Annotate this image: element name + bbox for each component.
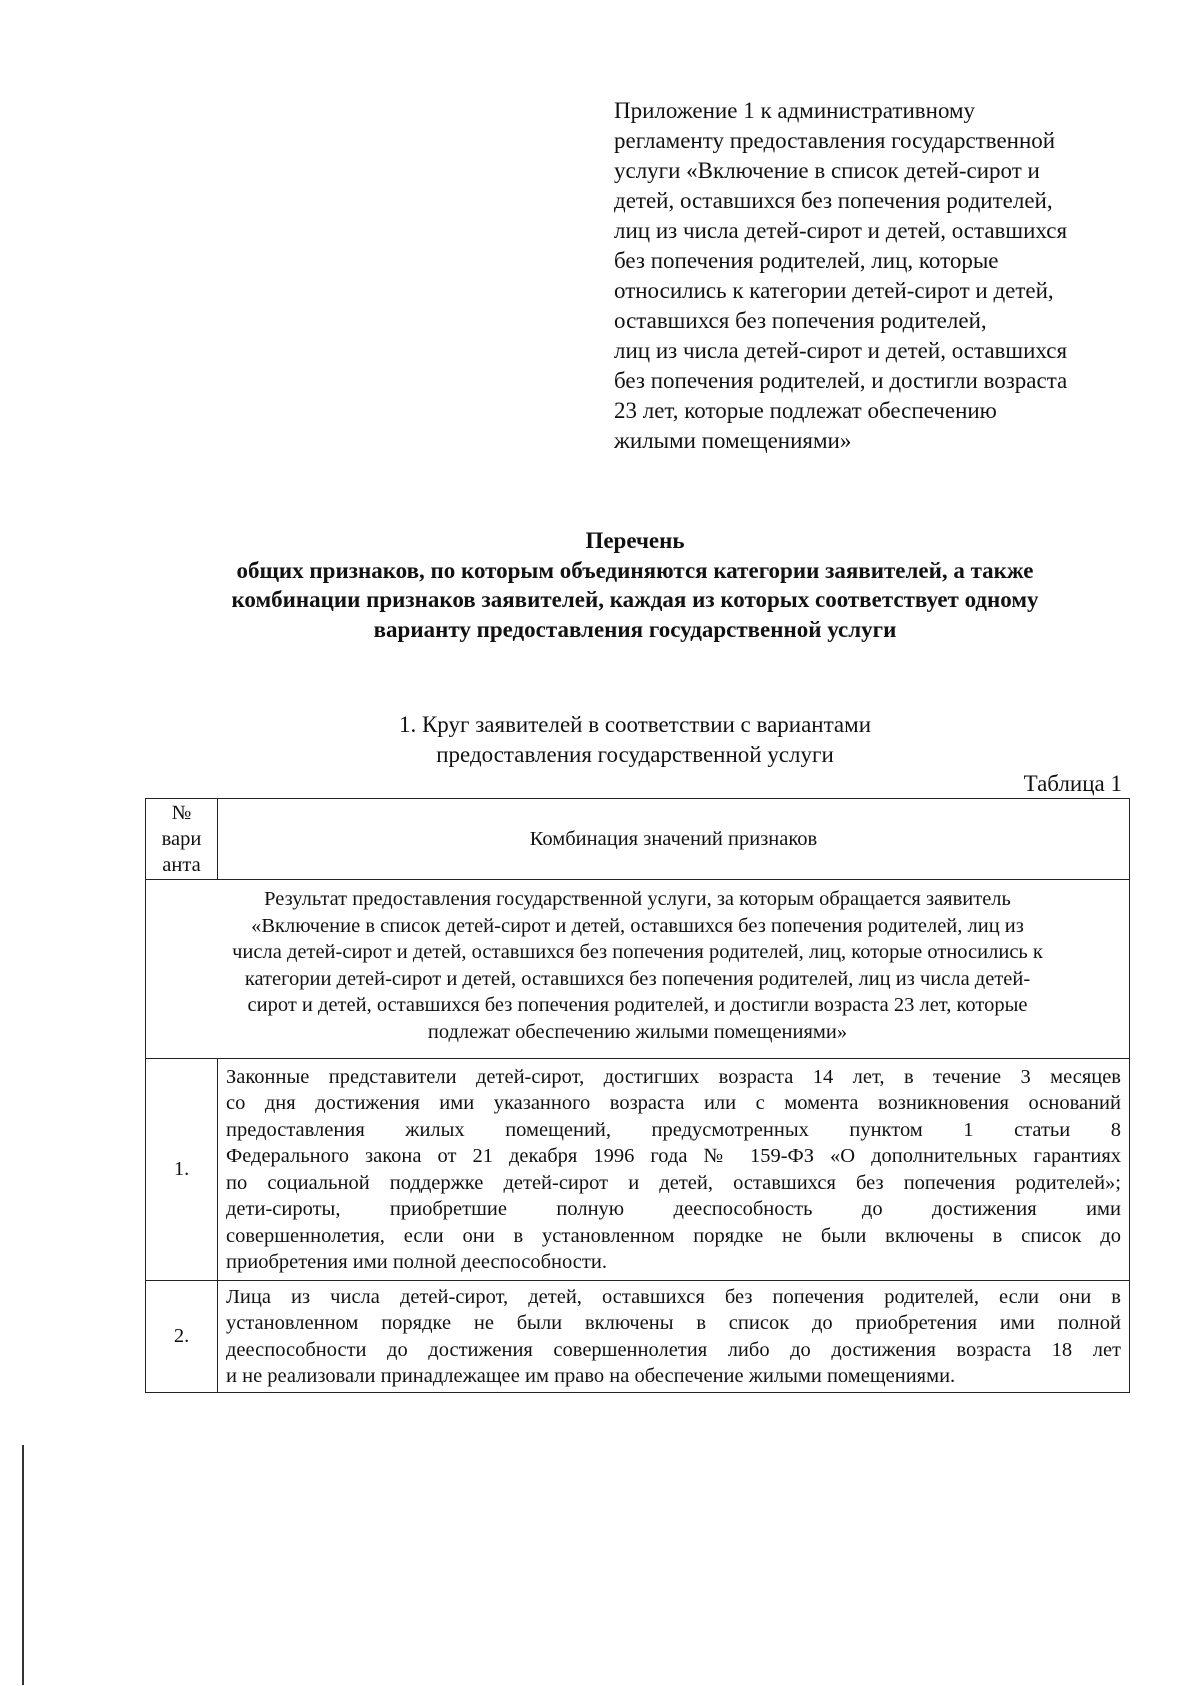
appendix-line: без попечения родителей, лиц, которые xyxy=(614,248,999,273)
description-line: и не реализовали принадлежащее им право на обеспечение жилыми помещениями. xyxy=(226,1365,956,1387)
header-no-line: № xyxy=(171,802,192,824)
description-line: Федерального закона от 21 декабря 1996 года № 159-ФЗ «О дополнительных гарантиях xyxy=(226,1145,1121,1167)
description-line: дееспособности до достижения совершеннолетия либо до достижения возраста 18 лет xyxy=(226,1338,1121,1361)
document-title xyxy=(60,526,1200,644)
description-line: Лица из числа детей-сирот, детей, оставшихся без попечения родителей, если они в xyxy=(226,1285,1121,1308)
title-line: комбинации признаков заявителей, каждая из которых соответствует одному xyxy=(231,587,1039,612)
result-line: числа детей-сирот и детей, оставшихся без попечения родителей, лиц, которые относились к xyxy=(232,941,1043,963)
result-line: подлежат обеспечению жилыми помещениями» xyxy=(427,1020,848,1043)
description-line: Законные представители детей-сирот, достигших возраста 14 лет, в течение 3 месяцев xyxy=(226,1065,1121,1088)
appendix-line: услуги «Включение в список детей-сирот и xyxy=(614,158,1040,183)
scan-margin-line xyxy=(22,1445,24,1685)
appendix-line: лиц из числа детей-сирот и детей, оставшихся xyxy=(614,338,1068,363)
description-line: приобретения ими полной дееспособности. xyxy=(226,1251,607,1273)
appendix-line: без попечения родителей, и достигли возраста xyxy=(614,368,1068,393)
result-line: Результат предоставления государственной услуги, за которым обращается заявитель xyxy=(264,888,1011,910)
appendix-line: жилыми помещениями» xyxy=(614,428,852,453)
result-line: «Включение в список детей-сирот и детей, оставшихся без попечения родителей, лиц из xyxy=(251,914,1024,937)
header-combination: Комбинация значений признаков xyxy=(218,799,1130,880)
variant-number: 2. xyxy=(146,1281,218,1393)
appendix-line: лиц из числа детей-сирот и детей, оставшихся xyxy=(614,218,1068,243)
appendix-line: Приложение 1 к административному xyxy=(614,98,976,123)
title-line: Перечень xyxy=(585,528,685,553)
table-header-row xyxy=(146,799,1130,880)
description-line: со дня достижения ими указанного возраста или с момента возникновения оснований xyxy=(226,1092,1121,1114)
variant-number: 1. xyxy=(146,1059,218,1281)
variants-table xyxy=(145,798,1130,1393)
appendix-line: относились к категории детей-сирот и детей, xyxy=(614,278,1054,303)
title-line: варианту предоставления государственной услуги xyxy=(373,616,897,642)
appendix-line: детей, оставшихся без попечения родителей, xyxy=(614,188,1053,213)
table-label: Таблица 1 xyxy=(1023,771,1122,796)
table-row xyxy=(146,1059,1130,1281)
header-no-line: анта xyxy=(162,854,201,876)
description-line: по социальной поддержке детей-сирот и детей, оставшихся без попечения родителей»; xyxy=(226,1171,1121,1194)
title-line: общих признаков, по которым объединяются категории заявителей, а также xyxy=(236,557,1034,583)
appendix-line: оставшихся без попечения родителей, xyxy=(614,308,987,333)
variant-description xyxy=(218,1281,1130,1393)
result-cell xyxy=(146,880,1130,1059)
header-no-line: вари xyxy=(161,828,202,850)
section-line: 1. Круг заявителей в соответствии с вариантами xyxy=(398,712,872,737)
result-line: категории детей-сирот и детей, оставшихся без попечения родителей, лиц из числа детей- xyxy=(244,967,1031,990)
section-line: предоставления государственной услуги xyxy=(436,741,834,767)
header-variant-number xyxy=(146,799,218,880)
description-line: совершеннолетия, если они в установленном порядке не были включены в список до xyxy=(226,1224,1121,1247)
description-line: предоставления жилых помещений, предусмотренных пунктом 1 статьи 8 xyxy=(226,1118,1121,1141)
description-line: дети-сироты, приобретшие полную дееспособность до достижения ими xyxy=(226,1198,1121,1220)
result-row xyxy=(146,880,1130,1059)
appendix-line: 23 лет, которые подлежат обеспечению xyxy=(614,398,997,423)
section-heading xyxy=(60,710,1200,769)
table-row xyxy=(146,1281,1130,1393)
description-line: установленном порядке не были включены в список до приобретения ими полной xyxy=(226,1312,1121,1334)
appendix-line: регламенту предоставления государственной xyxy=(614,128,1056,153)
appendix-note xyxy=(614,96,1134,456)
result-line: сирот и детей, оставшихся без попечения родителей, и достигли возраста 23 лет, которые xyxy=(247,994,1028,1016)
variant-description xyxy=(218,1059,1130,1281)
